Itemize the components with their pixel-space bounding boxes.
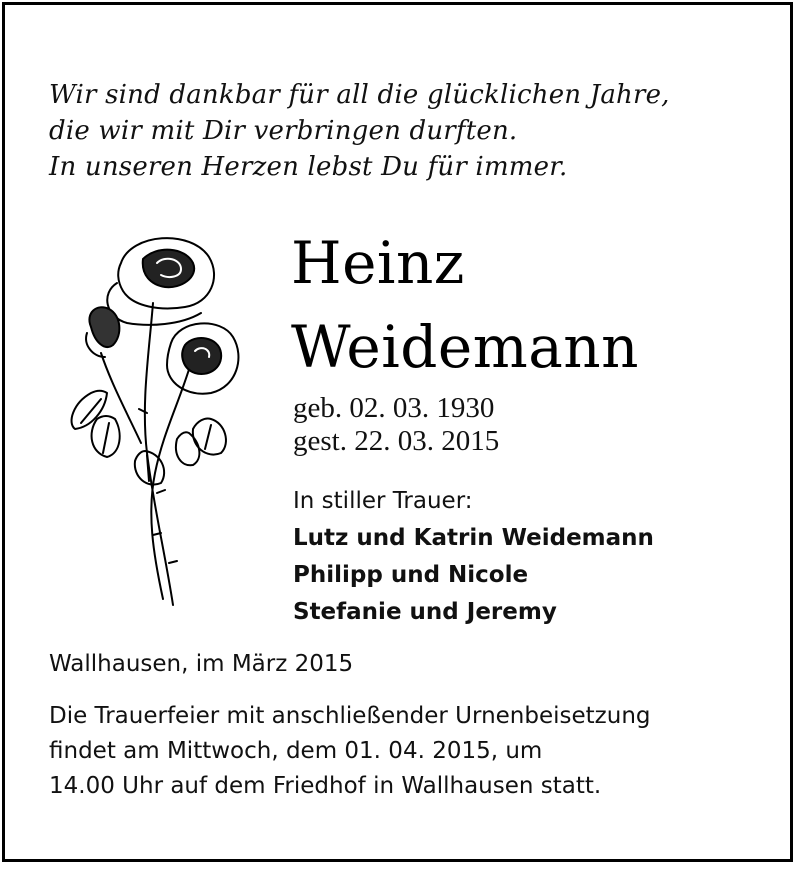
mourners-intro: In stiller Trauer: <box>293 488 473 514</box>
ceremony-line: findet am Mittwoch, dem 01. 04. 2015, um <box>49 738 543 764</box>
motto-line: In unseren Herzen lebst Du für immer. <box>49 152 568 182</box>
death-date: gest. 22. 03. 2015 <box>293 425 500 457</box>
rose-stem <box>151 363 191 599</box>
place-date: Wallhausen, im März 2015 <box>49 651 354 677</box>
birth-date: geb. 02. 03. 1930 <box>293 392 495 424</box>
first-name: Heinz <box>291 229 465 297</box>
mourner-family: Stefanie und Jeremy <box>293 599 557 625</box>
deceased-name <box>291 221 639 389</box>
motto-line: die wir mit Dir verbringen durften. <box>49 116 518 146</box>
rose-leaf <box>193 418 226 454</box>
last-name: Weidemann <box>291 313 639 381</box>
ceremony-line: Die Trauerfeier mit anschließender Urnenbeisetzung <box>49 703 651 729</box>
motto-line: Wir sind dankbar für all die glücklichen Jahre, <box>49 80 670 110</box>
rose-bud <box>89 307 119 347</box>
ceremony-info <box>49 699 651 804</box>
mourner-family: Philipp und Nicole <box>293 562 529 588</box>
rose-leaf <box>176 432 199 465</box>
mourner-family: Lutz und Katrin Weidemann <box>293 525 654 551</box>
mourners-list <box>293 483 654 631</box>
ceremony-line: 14.00 Uhr auf dem Friedhof in Wallhausen statt. <box>49 773 602 799</box>
motto-verse <box>49 77 749 185</box>
rose-leaf <box>72 391 107 429</box>
rose-illustration <box>61 233 251 613</box>
obituary-notice <box>2 2 793 862</box>
life-dates <box>293 392 499 458</box>
